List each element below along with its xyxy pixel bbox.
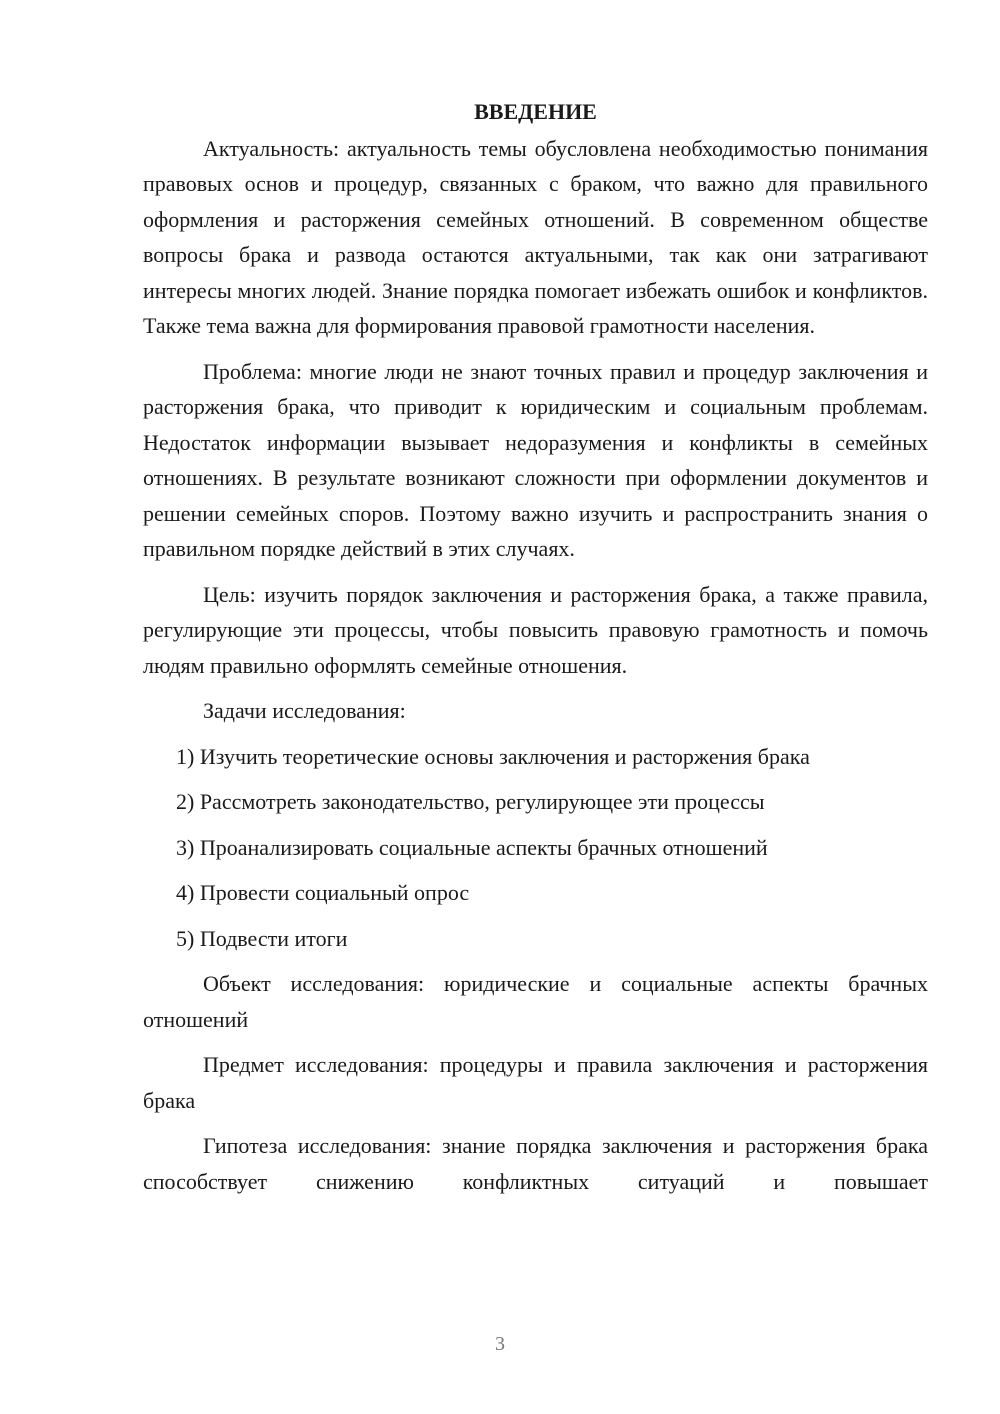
paragraph-subject: Предмет исследования: процедуры и правила заключения и расторжения брака <box>143 1052 928 1113</box>
page-title: ВВЕДЕНИЕ <box>474 99 597 124</box>
tasks-list <box>143 739 928 957</box>
paragraph-relevance: Актуальность: актуальность темы обусловлена необходимостью понимания правовых основ и процедур, связанных с браком, что важно для правильного оформления и расторжения семейных отношений. В современном обществе вопросы брака и развода остаются актуальными, так как они затрагивают интересы многих людей. Знание порядка помогает избежать ошибок и конфликтов. Также тема важна для формирования правовой грамотности населения. <box>143 135 928 338</box>
task-item: 2) Рассмотреть законодательство, регулирующее эти процессы <box>176 789 765 814</box>
paragraph-hypothesis: Гипотеза исследования: знание порядка заключения и расторжения брака способствует снижению конфликтных ситуаций и повышает <box>143 1133 928 1194</box>
task-item: 3) Проанализировать социальные аспекты брачных отношений <box>176 834 768 860</box>
task-item: 4) Провести социальный опрос <box>176 880 470 905</box>
page-content <box>143 94 928 1209</box>
paragraph-goal: Цель: изучить порядок заключения и расторжения брака, а также правила, регулирующие эти процессы, чтобы повысить правовую грамотность и помочь людям правильно оформлять семейные отношения. <box>143 581 928 678</box>
task-item: 1) Изучить теоретические основы заключения и расторжения брака <box>176 743 810 769</box>
page-number: 3 <box>495 1333 505 1355</box>
tasks-heading: Задачи исследования: <box>203 698 406 723</box>
paragraph-object: Объект исследования: юридические и социальные аспекты брачных отношений <box>143 971 928 1032</box>
task-item: 5) Подвести итоги <box>176 925 348 951</box>
paragraph-problem: Проблема: многие люди не знают точных правил и процедур заключения и расторжения брака, что приводит к юридическим и социальным проблемам. Недостаток информации вызывает недоразумения и конфликты в семейных отношениях. В результате возникают сложности при оформлении документов и решении семейных споров. Поэтому важно изучить и распространить знания о правильном порядке действий в этих случаях. <box>143 358 928 561</box>
